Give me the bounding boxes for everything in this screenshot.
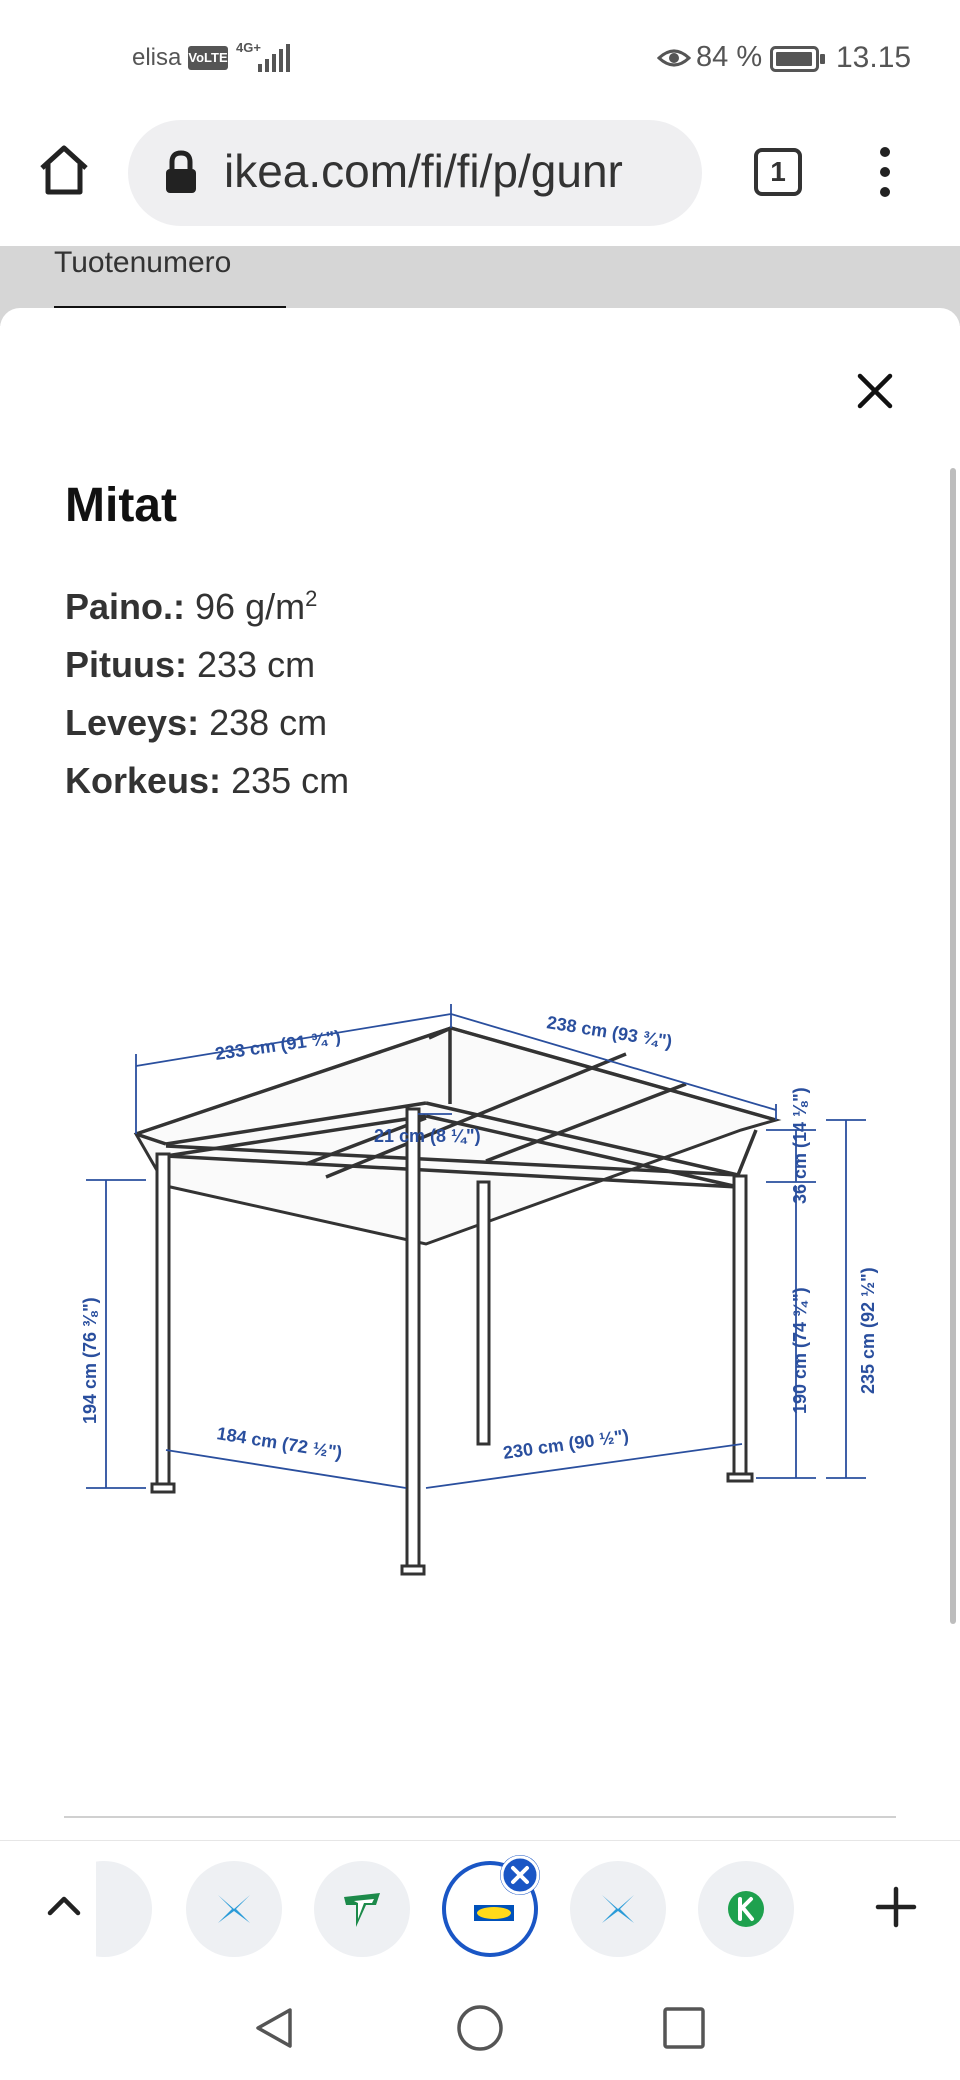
label-front-height: 194 cm (76 ⅜") — [80, 1297, 100, 1424]
k-logo-icon — [726, 1889, 766, 1929]
network-type: 4G+ — [236, 40, 261, 55]
signal-icon — [258, 44, 290, 72]
tab-5[interactable] — [570, 1861, 666, 1957]
recents-icon[interactable] — [658, 2002, 710, 2054]
label-base-width: 230 cm (90 ½") — [501, 1425, 630, 1463]
label-length-top: 233 cm (91 ¾") — [213, 1026, 342, 1064]
system-nav-bar — [0, 1976, 960, 2080]
label-overhang: 21 cm (8 ¼") — [374, 1126, 481, 1146]
tab-3[interactable] — [314, 1861, 410, 1957]
tab-product-number[interactable]: Tuotenumero — [54, 246, 232, 279]
browser-toolbar — [0, 118, 960, 246]
spec-value: 96 g/m — [195, 586, 306, 627]
volte-badge: VoLTE — [188, 46, 228, 70]
tab-6[interactable] — [698, 1861, 794, 1957]
label-back-height: 190 cm (74 ¾") — [790, 1287, 810, 1414]
lock-icon — [164, 150, 198, 194]
sheet-title: Mitat — [65, 479, 177, 532]
spec-weight — [65, 586, 317, 628]
spec-width — [65, 702, 327, 744]
spec-length — [65, 644, 315, 686]
scrollbar[interactable] — [950, 468, 956, 1624]
home-nav-icon[interactable] — [454, 2002, 506, 2054]
spec-value: 233 cm — [197, 644, 316, 685]
carrier-label: elisa — [132, 44, 182, 71]
new-tab-icon[interactable] — [872, 1883, 920, 1931]
battery-icon — [770, 46, 826, 72]
spec-label: Paino.: — [65, 586, 186, 627]
star-logo-icon — [214, 1889, 254, 1929]
section-divider — [64, 1816, 896, 1818]
clock: 13.15 — [836, 41, 912, 74]
status-bar — [0, 0, 960, 118]
label-total-height: 235 cm (92 ½") — [858, 1267, 878, 1394]
url-text[interactable]: ikea.com/fi/fi/p/gunr — [224, 145, 623, 197]
label-width-top: 238 cm (93 ¾") — [545, 1012, 674, 1052]
home-icon[interactable] — [36, 142, 92, 198]
dimensions-sheet — [0, 308, 960, 1840]
spec-sup: 2 — [305, 586, 318, 611]
star-logo-icon — [598, 1889, 638, 1929]
label-base-depth: 184 cm (72 ½") — [215, 1423, 344, 1463]
more-menu-icon[interactable] — [868, 144, 902, 200]
address-bar[interactable] — [128, 120, 702, 226]
spec-label: Leveys: — [65, 702, 200, 743]
ikea-logo-icon — [474, 1893, 514, 1933]
gazebo-dimension-diagram — [66, 954, 906, 1840]
battery-percent: 84 % — [696, 41, 763, 73]
tab-strip — [0, 1840, 960, 1976]
t-logo-icon — [342, 1889, 382, 1929]
spec-value: 235 cm — [231, 760, 350, 801]
spec-value: 238 cm — [209, 702, 328, 743]
spec-label: Pituus: — [65, 644, 187, 685]
spec-label: Korkeus: — [65, 760, 222, 801]
chevron-up-icon[interactable] — [44, 1885, 84, 1925]
eye-comfort-icon — [657, 44, 691, 72]
tab-switcher-button[interactable]: 1 — [754, 148, 802, 196]
spec-height — [65, 760, 349, 802]
back-icon[interactable] — [248, 2002, 300, 2054]
close-tab-icon[interactable] — [500, 1855, 540, 1895]
close-icon[interactable] — [850, 366, 900, 416]
label-slope: 36 cm (14 ⅛") — [790, 1087, 810, 1204]
tab-2[interactable] — [186, 1861, 282, 1957]
